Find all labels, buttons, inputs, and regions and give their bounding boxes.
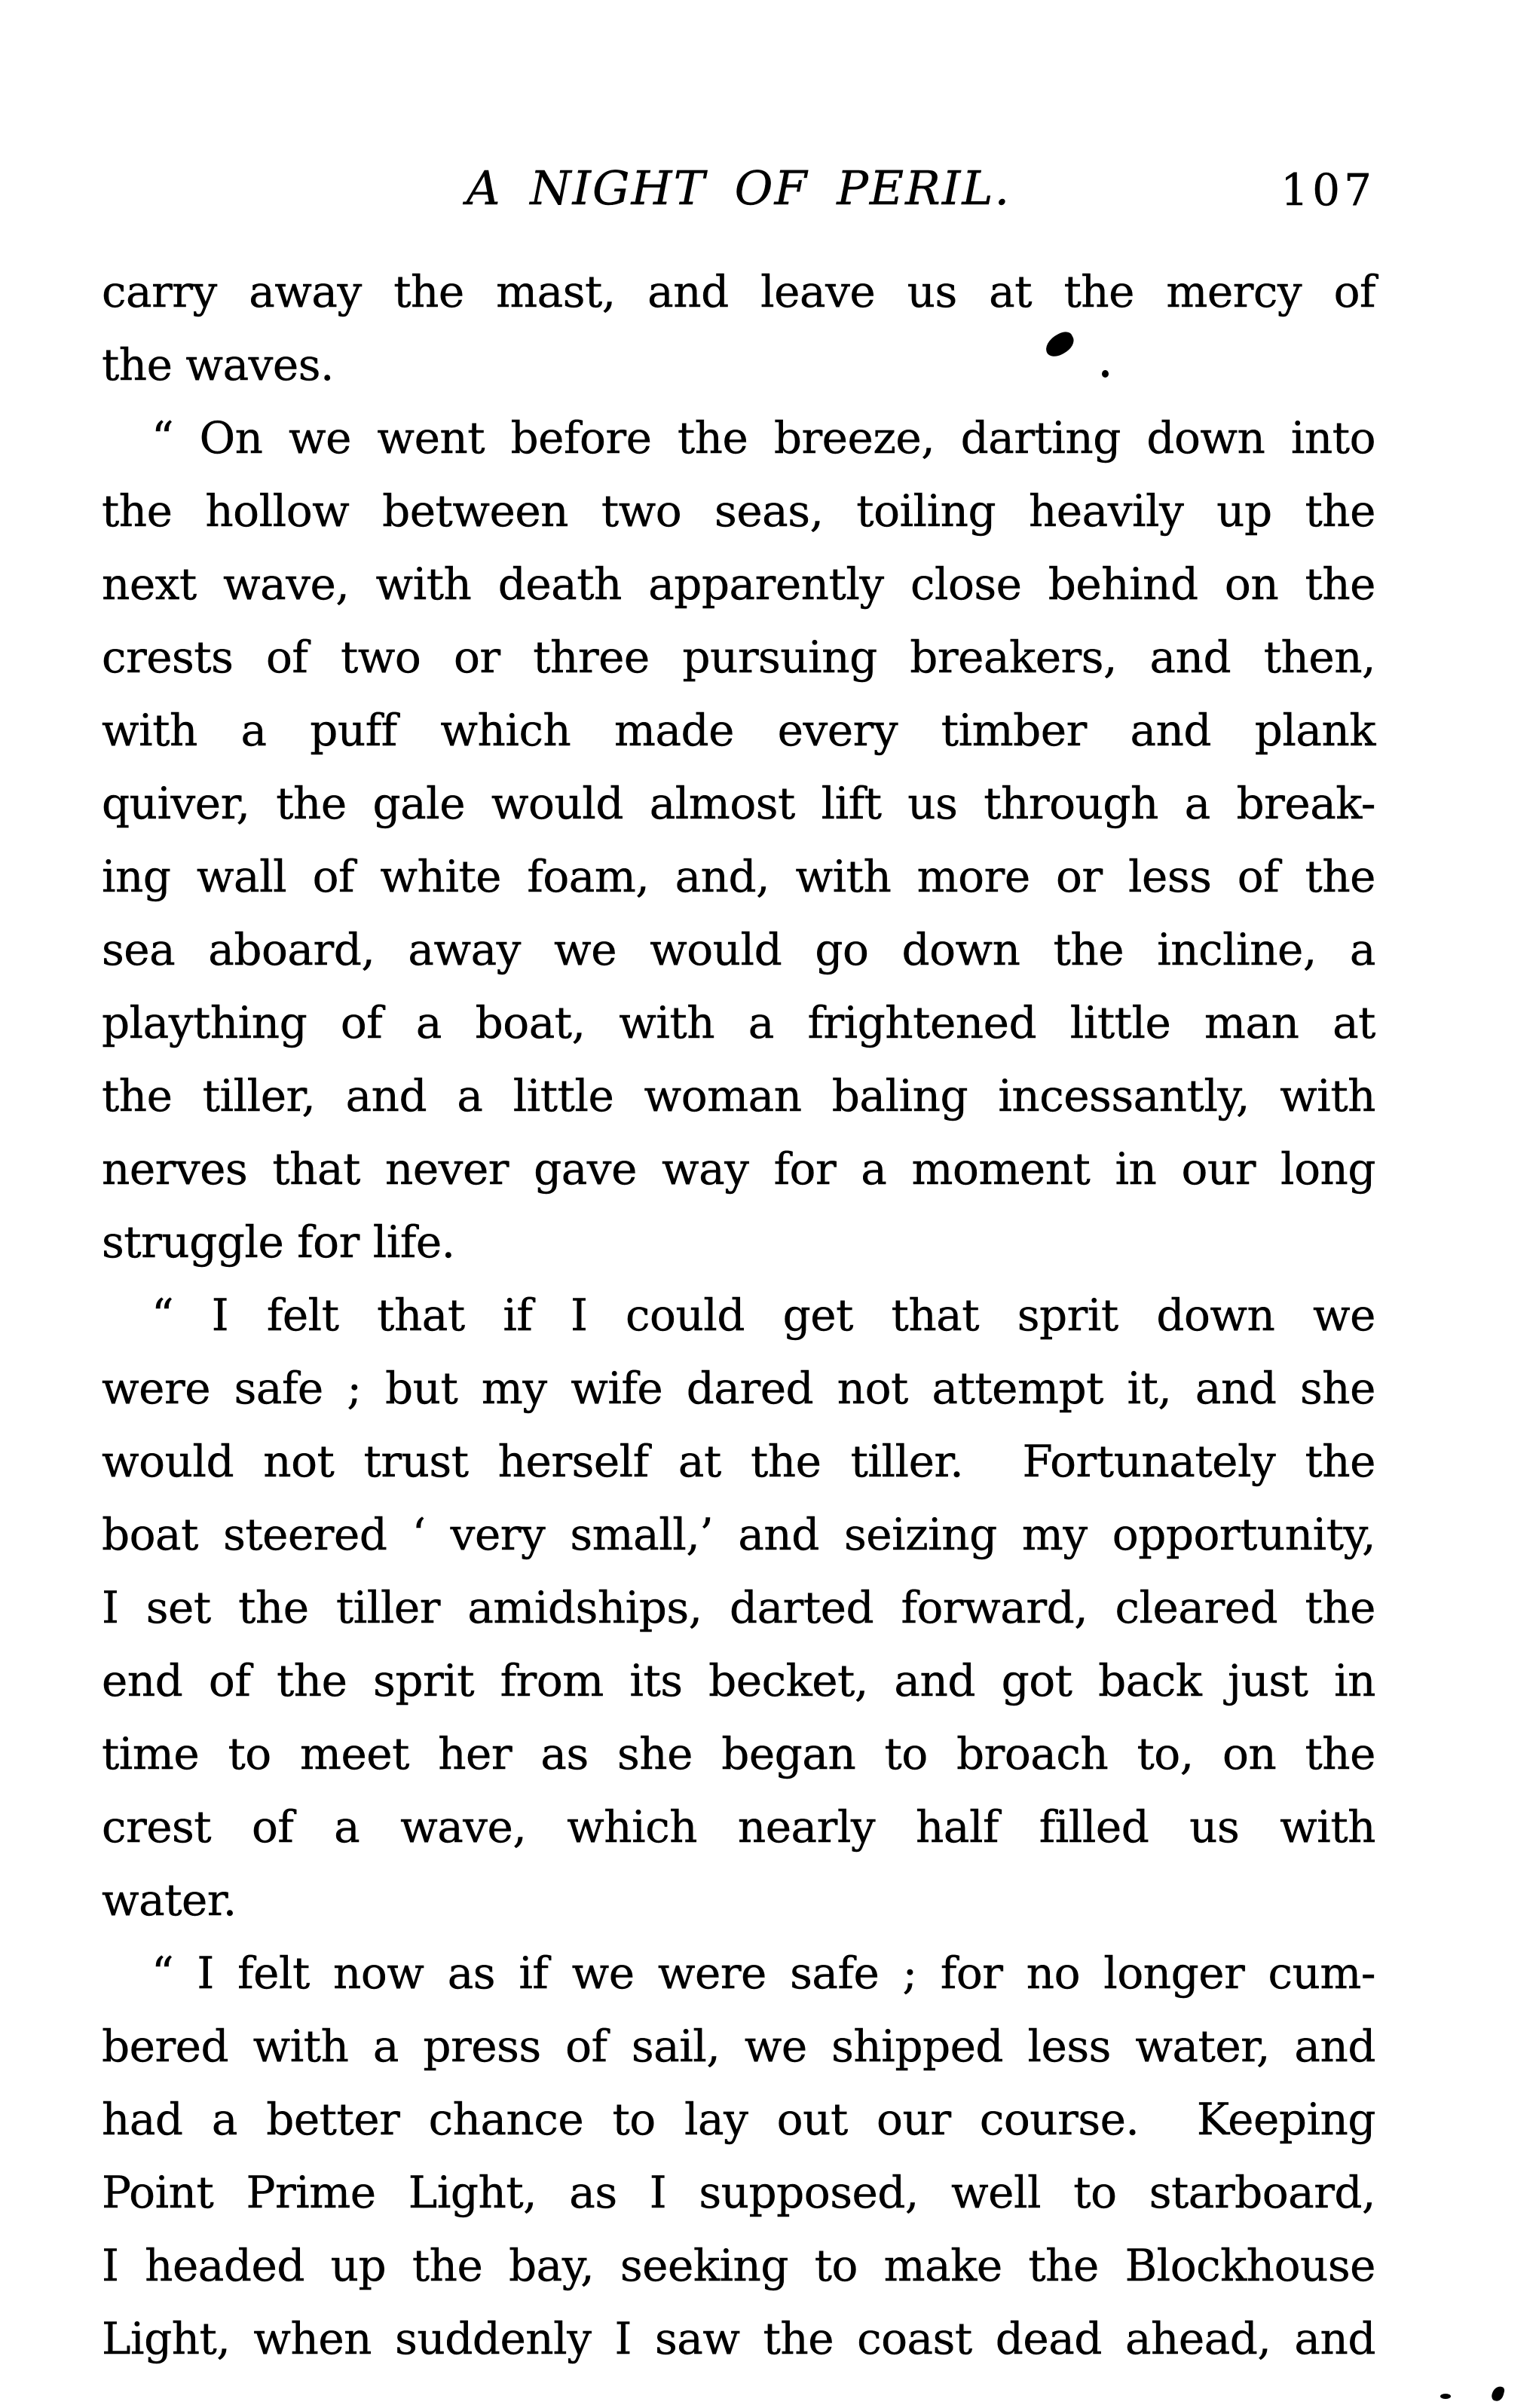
text-line: sea aboard, away we would go down the incline, a [102, 924, 1375, 975]
text-line: ing wall of white foam, and, with more or less of the [102, 851, 1375, 902]
text-line: nerves that never gave way for a moment in our long [102, 1143, 1375, 1195]
text-line: would not trust herself at the tiller. Fortunately the [102, 1436, 1375, 1487]
text-line: bered with a press of sail, we shipped less water, and [102, 2021, 1375, 2072]
text-line: boat steered ‘ very small,’ and seizing my opportunity, [102, 1509, 1375, 1560]
text-line: the hollow between two seas, toiling heavily up the [102, 485, 1375, 537]
text-line: with a puff which made every timber and plank [102, 705, 1375, 756]
paragraph [102, 255, 1375, 402]
text-line: crests of two or three pursuing breakers, and then, [102, 632, 1375, 683]
text-line: had a better chance to lay out our course. Keeping [102, 2094, 1375, 2145]
text-line: Light, when suddenly I saw the coast dead ahead, and [102, 2313, 1375, 2364]
text-line: “ I felt now as if we were safe ; for no longer cum- [151, 1948, 1375, 1999]
text-line: quiver, the gale would almost lift us through a break- [102, 778, 1375, 829]
paragraph [102, 1937, 1375, 2376]
text-line: were safe ; but my wife dared not attempt it, and she [102, 1363, 1375, 1414]
text-line: water. [102, 1874, 237, 1926]
text-line: the tiller, and a little woman baling incessantly, with [102, 1070, 1375, 1121]
page-number: 107 [1280, 164, 1375, 216]
text-line: the waves. [102, 339, 334, 390]
text-line: next wave, with death apparently close behind on the [102, 558, 1375, 610]
paragraph [102, 1279, 1375, 1937]
text-line: I set the tiller amidships, darted forward, cleared the [102, 1582, 1375, 1633]
paragraph [102, 402, 1375, 1279]
ink-dot-artifact [1102, 370, 1109, 378]
text-line: struggle for life. [102, 1216, 455, 1268]
text-line: end of the sprit from its becket, and got back just in [102, 1655, 1375, 1706]
text-line: “ I felt that if I could get that sprit down we [151, 1290, 1375, 1341]
running-head [102, 161, 1375, 234]
text-line: I headed up the bay, seeking to make the Blockhouse [102, 2240, 1375, 2291]
page-body-text [102, 255, 1375, 2376]
text-line: crest of a wave, which nearly half filled us with [102, 1801, 1375, 1853]
text-line: plaything of a boat, with a frightened little man at [102, 997, 1375, 1048]
ink-dash-artifact [1440, 2394, 1451, 2399]
text-line: Point Prime Light, as I supposed, well to starboard, [102, 2167, 1375, 2218]
chapter-running-title: A NIGHT OF PERIL. [466, 161, 1011, 216]
text-line: carry away the mast, and leave us at the mercy of [102, 266, 1375, 317]
ink-comma-artifact [1491, 2385, 1505, 2402]
text-line: “ On we went before the breeze, darting down into [151, 412, 1375, 464]
text-line: time to meet her as she began to broach to, on the [102, 1728, 1375, 1779]
